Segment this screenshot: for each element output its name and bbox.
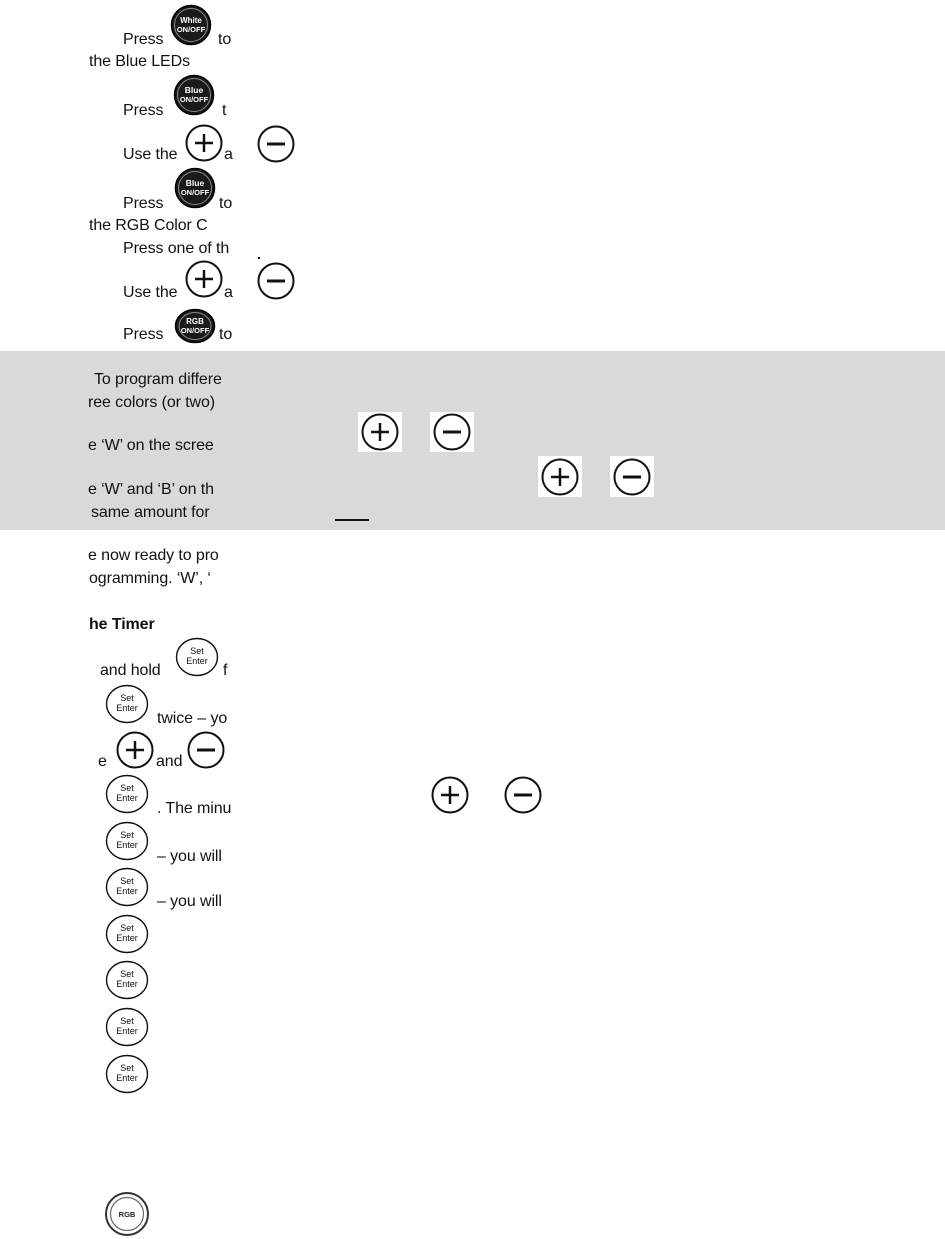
use-the-tail-2: a	[224, 284, 233, 301]
twice-text: twice – yo	[157, 710, 228, 727]
press-one-of-text: Press one of th	[123, 240, 230, 257]
enter-label: Enter	[116, 703, 138, 713]
minute-text: . The minu	[157, 800, 232, 817]
press-label-4: Press	[123, 326, 164, 343]
blue-onoff-button[interactable]	[173, 74, 215, 116]
set-enter-button[interactable]	[105, 960, 149, 1000]
enter-label: Enter	[186, 656, 208, 666]
set-enter-button[interactable]	[105, 867, 149, 907]
period-mark	[258, 257, 260, 259]
set-enter-button[interactable]	[105, 914, 149, 954]
you-will-text-1: – you will	[157, 848, 222, 865]
plus-button[interactable]	[541, 458, 579, 496]
enter-label: Enter	[116, 793, 138, 803]
use-the-tail-1: a	[224, 146, 233, 163]
blue-label: Blue	[185, 178, 205, 188]
enter-label: Enter	[116, 933, 138, 943]
plus-button[interactable]	[361, 413, 399, 451]
enter-label: Enter	[116, 1073, 138, 1083]
set-label: Set	[120, 830, 134, 840]
press-tail-4: to	[219, 326, 233, 343]
blue-onoff-label: ON/OFF	[180, 188, 210, 197]
set-label: Set	[120, 923, 134, 933]
white-onoff-button[interactable]	[170, 4, 212, 46]
set-label: Set	[120, 783, 134, 793]
ready-line-1: e now ready to pro	[88, 547, 219, 564]
plus-button[interactable]	[185, 124, 223, 162]
blue-label: Blue	[184, 85, 204, 95]
timer-heading: he Timer	[89, 616, 155, 633]
minus-button[interactable]	[613, 458, 651, 496]
press-tail-1: to	[218, 31, 232, 48]
text-column	[0, 0, 233, 1239]
blue-leds-heading: the Blue LEDs	[89, 53, 190, 70]
band-line-2: ree colors (or two)	[88, 394, 216, 411]
use-the-label-2: Use the	[123, 284, 178, 301]
and-hold-tail: f	[223, 662, 228, 679]
plus-button[interactable]	[185, 260, 223, 298]
enter-label: Enter	[116, 1026, 138, 1036]
rgb-round-button[interactable]	[104, 1191, 152, 1237]
rgb-label: RGB	[186, 317, 204, 326]
and-word: and	[156, 753, 183, 770]
plus-button[interactable]	[431, 776, 469, 814]
set-label: Set	[120, 1063, 134, 1073]
rgb-round-label: RGB	[118, 1210, 136, 1219]
you-will-text-2: – you will	[157, 893, 222, 910]
set-label: Set	[120, 969, 134, 979]
press-tail-3: to	[219, 195, 233, 212]
plus-button[interactable]	[116, 731, 154, 769]
press-label-1: Press	[123, 31, 164, 48]
white-label: White	[180, 16, 202, 25]
set-label: Set	[120, 1016, 134, 1026]
set-enter-button[interactable]	[105, 774, 149, 814]
minus-button[interactable]	[187, 731, 225, 769]
press-label-3: Press	[123, 195, 164, 212]
blue-onoff-button[interactable]	[174, 167, 216, 209]
band-line-4: e ‘W’ and ‘B’ on th	[88, 481, 214, 498]
minus-button[interactable]	[433, 413, 471, 451]
set-enter-button[interactable]	[105, 684, 149, 724]
band-line-1: To program differe	[94, 371, 222, 388]
rgb-onoff-button[interactable]	[174, 308, 216, 346]
underline-mark	[335, 519, 369, 521]
enter-label: Enter	[116, 979, 138, 989]
rgb-onoff-label: ON/OFF	[180, 326, 210, 335]
minus-button[interactable]	[257, 125, 295, 163]
white-onoff-label: ON/OFF	[176, 25, 206, 34]
ready-line-2: ogramming. ‘W’, ‘	[89, 570, 211, 587]
set-enter-button[interactable]	[105, 1007, 149, 1047]
set-enter-button[interactable]	[175, 637, 219, 677]
rgb-color-heading: the RGB Color C	[89, 217, 208, 234]
set-enter-button[interactable]	[105, 1054, 149, 1094]
minus-button[interactable]	[504, 776, 542, 814]
set-label: Set	[190, 646, 204, 656]
minus-button[interactable]	[257, 262, 295, 300]
use-the-label-1: Use the	[123, 146, 178, 163]
and-hold-text: and hold	[100, 662, 161, 679]
enter-label: Enter	[116, 840, 138, 850]
set-label: Set	[120, 876, 134, 886]
press-tail-2: t	[222, 102, 227, 119]
band-line-3: e ‘W’ on the scree	[88, 437, 214, 454]
blue-onoff-label: ON/OFF	[179, 95, 209, 104]
enter-label: Enter	[116, 886, 138, 896]
set-label: Set	[120, 693, 134, 703]
press-label-2: Press	[123, 102, 164, 119]
e-prefix: e	[98, 753, 107, 770]
set-enter-button[interactable]	[105, 821, 149, 861]
band-line-5: same amount for	[91, 504, 210, 521]
